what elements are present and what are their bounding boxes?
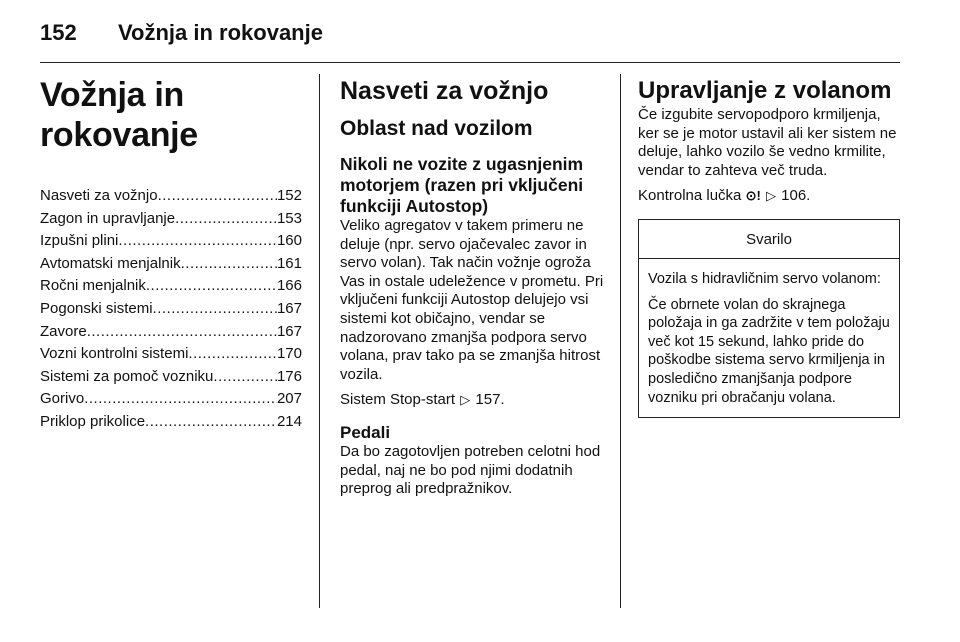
running-title: Vožnja in rokovanje	[118, 20, 323, 45]
toc-entry-label[interactable]: Gorivo	[40, 390, 85, 408]
toc-entry-page[interactable]: 207	[276, 390, 302, 408]
toc-leader	[146, 275, 277, 298]
warning-paragraph: Če obrnete volan do skrajnega položaja in ga zadržite v tem položaju več kot 15 sekund, lahko pride do poškodbe sistema servo krmiljenja in posledično zmanjšanja podpore vozniku pri obračanju volana.	[648, 296, 890, 406]
subsection-heading: Oblast nad vozilom	[340, 117, 533, 140]
toc-entry[interactable]	[40, 321, 302, 344]
toc-entry[interactable]	[40, 366, 302, 389]
indicator-reference[interactable]	[638, 187, 900, 206]
middle-column	[340, 64, 606, 499]
toc-leader	[118, 230, 277, 253]
toc-entry-page[interactable]: 167	[276, 322, 302, 340]
toc-entry-page[interactable]: 166	[276, 277, 302, 295]
steering-paragraph: Če izgubite servopodporo krmiljenja, ker se je motor ustavil ali ker sistem ne deluje, lahko vozilo še vedno krmilite, vendar to zahteva več truda.	[638, 106, 897, 179]
steering-warning-lamp-icon: ⊙!	[745, 188, 761, 204]
toc-leader	[145, 411, 277, 434]
column-divider-right	[620, 74, 621, 608]
toc-leader	[153, 298, 277, 321]
toc-column	[40, 64, 302, 434]
topic-paragraph: Veliko agregatov v takem primeru ne deluje (npr. servo ojačevalec zavor in servo volan). Tak način vožnje ogroža Vas in ostale udeležence v prometu. Pri vključeni funkciji Autostop delujejo vsi sistemi kot običajno, vendar se nadzorovano zmanjša podpora servo volana, prav tako pa se zmanjša hitrost vozila.	[340, 217, 604, 383]
page-number: 152	[40, 20, 77, 45]
column-divider-left	[319, 74, 320, 608]
toc-leader	[181, 253, 277, 276]
toc-entry-page[interactable]: 152	[276, 187, 302, 204]
toc-entry-page[interactable]: 167	[276, 299, 302, 317]
pedals-paragraph: Da bo zagotovljen potreben celotni hod pedal, naj ne bo pod njimi dodatnih preprog ali predpražnikov.	[340, 442, 601, 498]
section-heading: Nasveti za vožnjo	[340, 77, 549, 105]
toc-entry-label[interactable]: Zagon in upravljanje	[40, 209, 176, 227]
toc-entry[interactable]	[40, 298, 302, 321]
toc-entry-page[interactable]: 170	[276, 345, 302, 363]
toc-entry-label[interactable]: Avtomatski menjalnik	[40, 254, 181, 272]
toc-entry[interactable]	[40, 253, 302, 276]
toc-entry-label[interactable]: Sistemi za pomoč vozniku	[40, 367, 214, 385]
warning-box	[638, 219, 900, 418]
warning-paragraph: Vozila s hidravličnim servo volanom:	[648, 270, 881, 287]
toc-entry-label[interactable]: Priklop prikolice	[40, 412, 146, 430]
toc-entry-label[interactable]: Ročni menjalnik	[40, 277, 146, 295]
toc-leader	[87, 321, 277, 344]
toc-leader	[84, 388, 277, 411]
toc-entry-label[interactable]: Izpušni plini	[40, 232, 119, 250]
toc-entry-page[interactable]: 214	[276, 412, 302, 430]
table-of-contents	[40, 185, 302, 434]
toc-entry[interactable]	[40, 343, 302, 366]
page-ref-arrow-icon: ▷	[765, 188, 776, 204]
right-column	[638, 64, 900, 418]
toc-entry-label[interactable]: Zavore	[40, 322, 87, 340]
toc-entry[interactable]	[40, 275, 302, 298]
page-ref-arrow-icon: ▷	[460, 392, 471, 408]
cross-reference-page[interactable]: 157.	[475, 391, 505, 409]
toc-entry[interactable]	[40, 208, 302, 231]
toc-entry-page[interactable]: 176	[276, 367, 302, 385]
toc-entry[interactable]	[40, 185, 302, 208]
toc-entry[interactable]	[40, 388, 302, 411]
toc-entry-label[interactable]: Vozni kontrolni sistemi	[40, 345, 189, 363]
toc-entry[interactable]	[40, 230, 302, 253]
toc-entry-label[interactable]: Nasveti za vožnjo	[40, 187, 158, 204]
indicator-label: Kontrolna lučka	[638, 187, 742, 205]
toc-entry-page[interactable]: 161	[276, 254, 302, 272]
toc-leader	[213, 366, 277, 389]
topic-heading: Nikoli ne vozite z ugasnjenim motorjem (razen pri vključeni funkciji Autostop)	[340, 154, 584, 216]
toc-entry[interactable]	[40, 411, 302, 434]
page-header	[40, 12, 900, 63]
steering-heading: Upravljanje z volanom	[638, 77, 892, 104]
pedals-heading: Pedali	[340, 422, 391, 442]
warning-title: Svarilo	[639, 220, 899, 259]
toc-entry-page[interactable]: 153	[276, 209, 302, 227]
toc-leader	[158, 185, 277, 208]
cross-reference[interactable]	[340, 391, 606, 410]
toc-entry-page[interactable]: 160	[276, 232, 302, 250]
toc-leader	[175, 208, 277, 231]
cross-reference-label: Sistem Stop-start	[340, 391, 456, 409]
warning-body	[639, 259, 899, 417]
toc-entry-label[interactable]: Pogonski sistemi	[40, 299, 153, 317]
chapter-title: Vožnja in rokovanje	[40, 76, 198, 154]
indicator-page[interactable]: 106.	[781, 187, 811, 205]
toc-leader	[188, 343, 277, 366]
